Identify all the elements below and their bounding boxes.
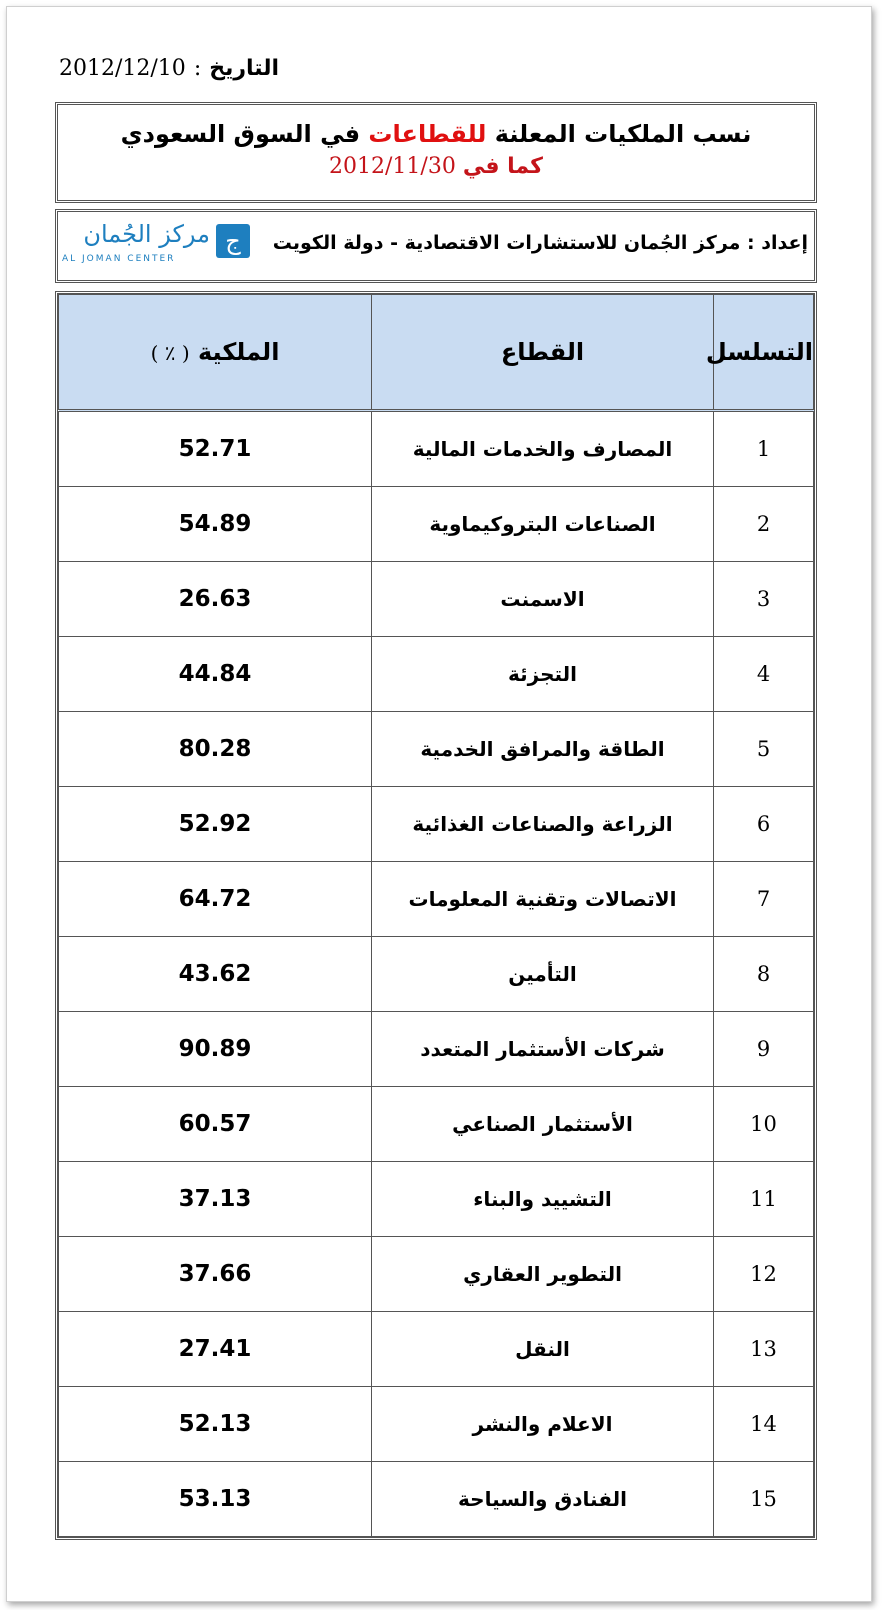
joman-logo-english: AL JOMAN CENTER (62, 254, 176, 264)
table-row (59, 712, 814, 787)
cell-ownership: 52.13 (59, 1387, 372, 1462)
report-subtitle (58, 151, 814, 183)
cell-seq: 10 (714, 1087, 814, 1162)
title-box (55, 102, 817, 203)
table-row (59, 937, 814, 1012)
table-row (59, 1312, 814, 1387)
joman-logo-arabic: مركز الجُمان (83, 220, 210, 248)
table-row (59, 1087, 814, 1162)
header-ownership (59, 295, 372, 411)
cell-sector: شركات الأستثمار المتعدد (372, 1012, 714, 1087)
cell-sector: التشييد والبناء (372, 1162, 714, 1237)
ownership-table-wrapper (55, 291, 817, 1540)
cell-ownership: 37.13 (59, 1162, 372, 1237)
cell-sector: التجزئة (372, 637, 714, 712)
cell-sector: التطوير العقاري (372, 1237, 714, 1312)
cell-sector: النقل (372, 1312, 714, 1387)
title-part1: نسب الملكيات المعلنة (494, 120, 752, 148)
cell-seq: 8 (714, 937, 814, 1012)
table-row (59, 1237, 814, 1312)
report-title (58, 117, 814, 151)
table-row (59, 862, 814, 937)
cell-seq: 11 (714, 1162, 814, 1237)
prepared-by-text: إعداد : مركز الجُمان للاستشارات الاقتصادية - دولة الكويت (272, 232, 808, 254)
cell-ownership: 44.84 (59, 637, 372, 712)
cell-ownership: 43.62 (59, 937, 372, 1012)
table-row (59, 562, 814, 637)
cell-ownership: 80.28 (59, 712, 372, 787)
header-ownership-label: الملكية (197, 338, 280, 366)
cell-seq: 2 (714, 487, 814, 562)
report-date-label: التاريخ (209, 55, 280, 81)
cell-seq: 1 (714, 411, 814, 487)
table-header-row (59, 295, 814, 411)
document-page (6, 6, 872, 1602)
cell-seq: 3 (714, 562, 814, 637)
report-date (59, 53, 279, 83)
cell-sector: الاسمنت (372, 562, 714, 637)
header-sector: القطاع (372, 295, 714, 411)
cell-ownership: 37.66 (59, 1237, 372, 1312)
cell-ownership: 27.41 (59, 1312, 372, 1387)
title-highlight: للقطاعات (368, 120, 487, 148)
cell-sector: الفنادق والسياحة (372, 1462, 714, 1537)
cell-seq: 15 (714, 1462, 814, 1537)
cell-ownership: 54.89 (59, 487, 372, 562)
cell-seq: 9 (714, 1012, 814, 1087)
cell-sector: المصارف والخدمات المالية (372, 411, 714, 487)
cell-seq: 6 (714, 787, 814, 862)
table-row (59, 487, 814, 562)
cell-seq: 7 (714, 862, 814, 937)
cell-ownership: 52.71 (59, 411, 372, 487)
report-date-separator: : (193, 55, 202, 81)
cell-sector: الاعلام والنشر (372, 1387, 714, 1462)
table-row (59, 637, 814, 712)
table-row (59, 411, 814, 487)
cell-ownership: 90.89 (59, 1012, 372, 1087)
cell-seq: 12 (714, 1237, 814, 1312)
cell-seq: 14 (714, 1387, 814, 1462)
cell-sector: الطاقة والمرافق الخدمية (372, 712, 714, 787)
ownership-table (58, 294, 814, 1537)
cell-sector: الأستثمار الصناعي (372, 1087, 714, 1162)
joman-logo-mark-icon: ج (216, 224, 250, 258)
joman-logo (62, 222, 254, 270)
cell-ownership: 52.92 (59, 787, 372, 862)
prepared-by-box (55, 209, 817, 283)
cell-seq: 4 (714, 637, 814, 712)
cell-seq: 5 (714, 712, 814, 787)
cell-ownership: 60.57 (59, 1087, 372, 1162)
cell-sector: التأمين (372, 937, 714, 1012)
cell-ownership: 53.13 (59, 1462, 372, 1537)
table-row (59, 1387, 814, 1462)
cell-ownership: 26.63 (59, 562, 372, 637)
header-seq: التسلسل (714, 295, 814, 411)
subtitle-prefix: كما في (462, 154, 543, 179)
cell-sector: الصناعات البتروكيماوية (372, 487, 714, 562)
table-row (59, 1012, 814, 1087)
cell-ownership: 64.72 (59, 862, 372, 937)
cell-sector: الزراعة والصناعات الغذائية (372, 787, 714, 862)
table-row (59, 787, 814, 862)
header-ownership-unit: ( ٪ ) (150, 341, 190, 365)
table-row (59, 1162, 814, 1237)
report-date-value: 2012/12/10 (59, 55, 186, 81)
table-row (59, 1462, 814, 1537)
table-body (59, 411, 814, 1537)
subtitle-date: 2012/11/30 (329, 154, 456, 179)
title-part2: في السوق السعودي (120, 120, 361, 148)
cell-seq: 13 (714, 1312, 814, 1387)
cell-sector: الاتصالات وتقنية المعلومات (372, 862, 714, 937)
